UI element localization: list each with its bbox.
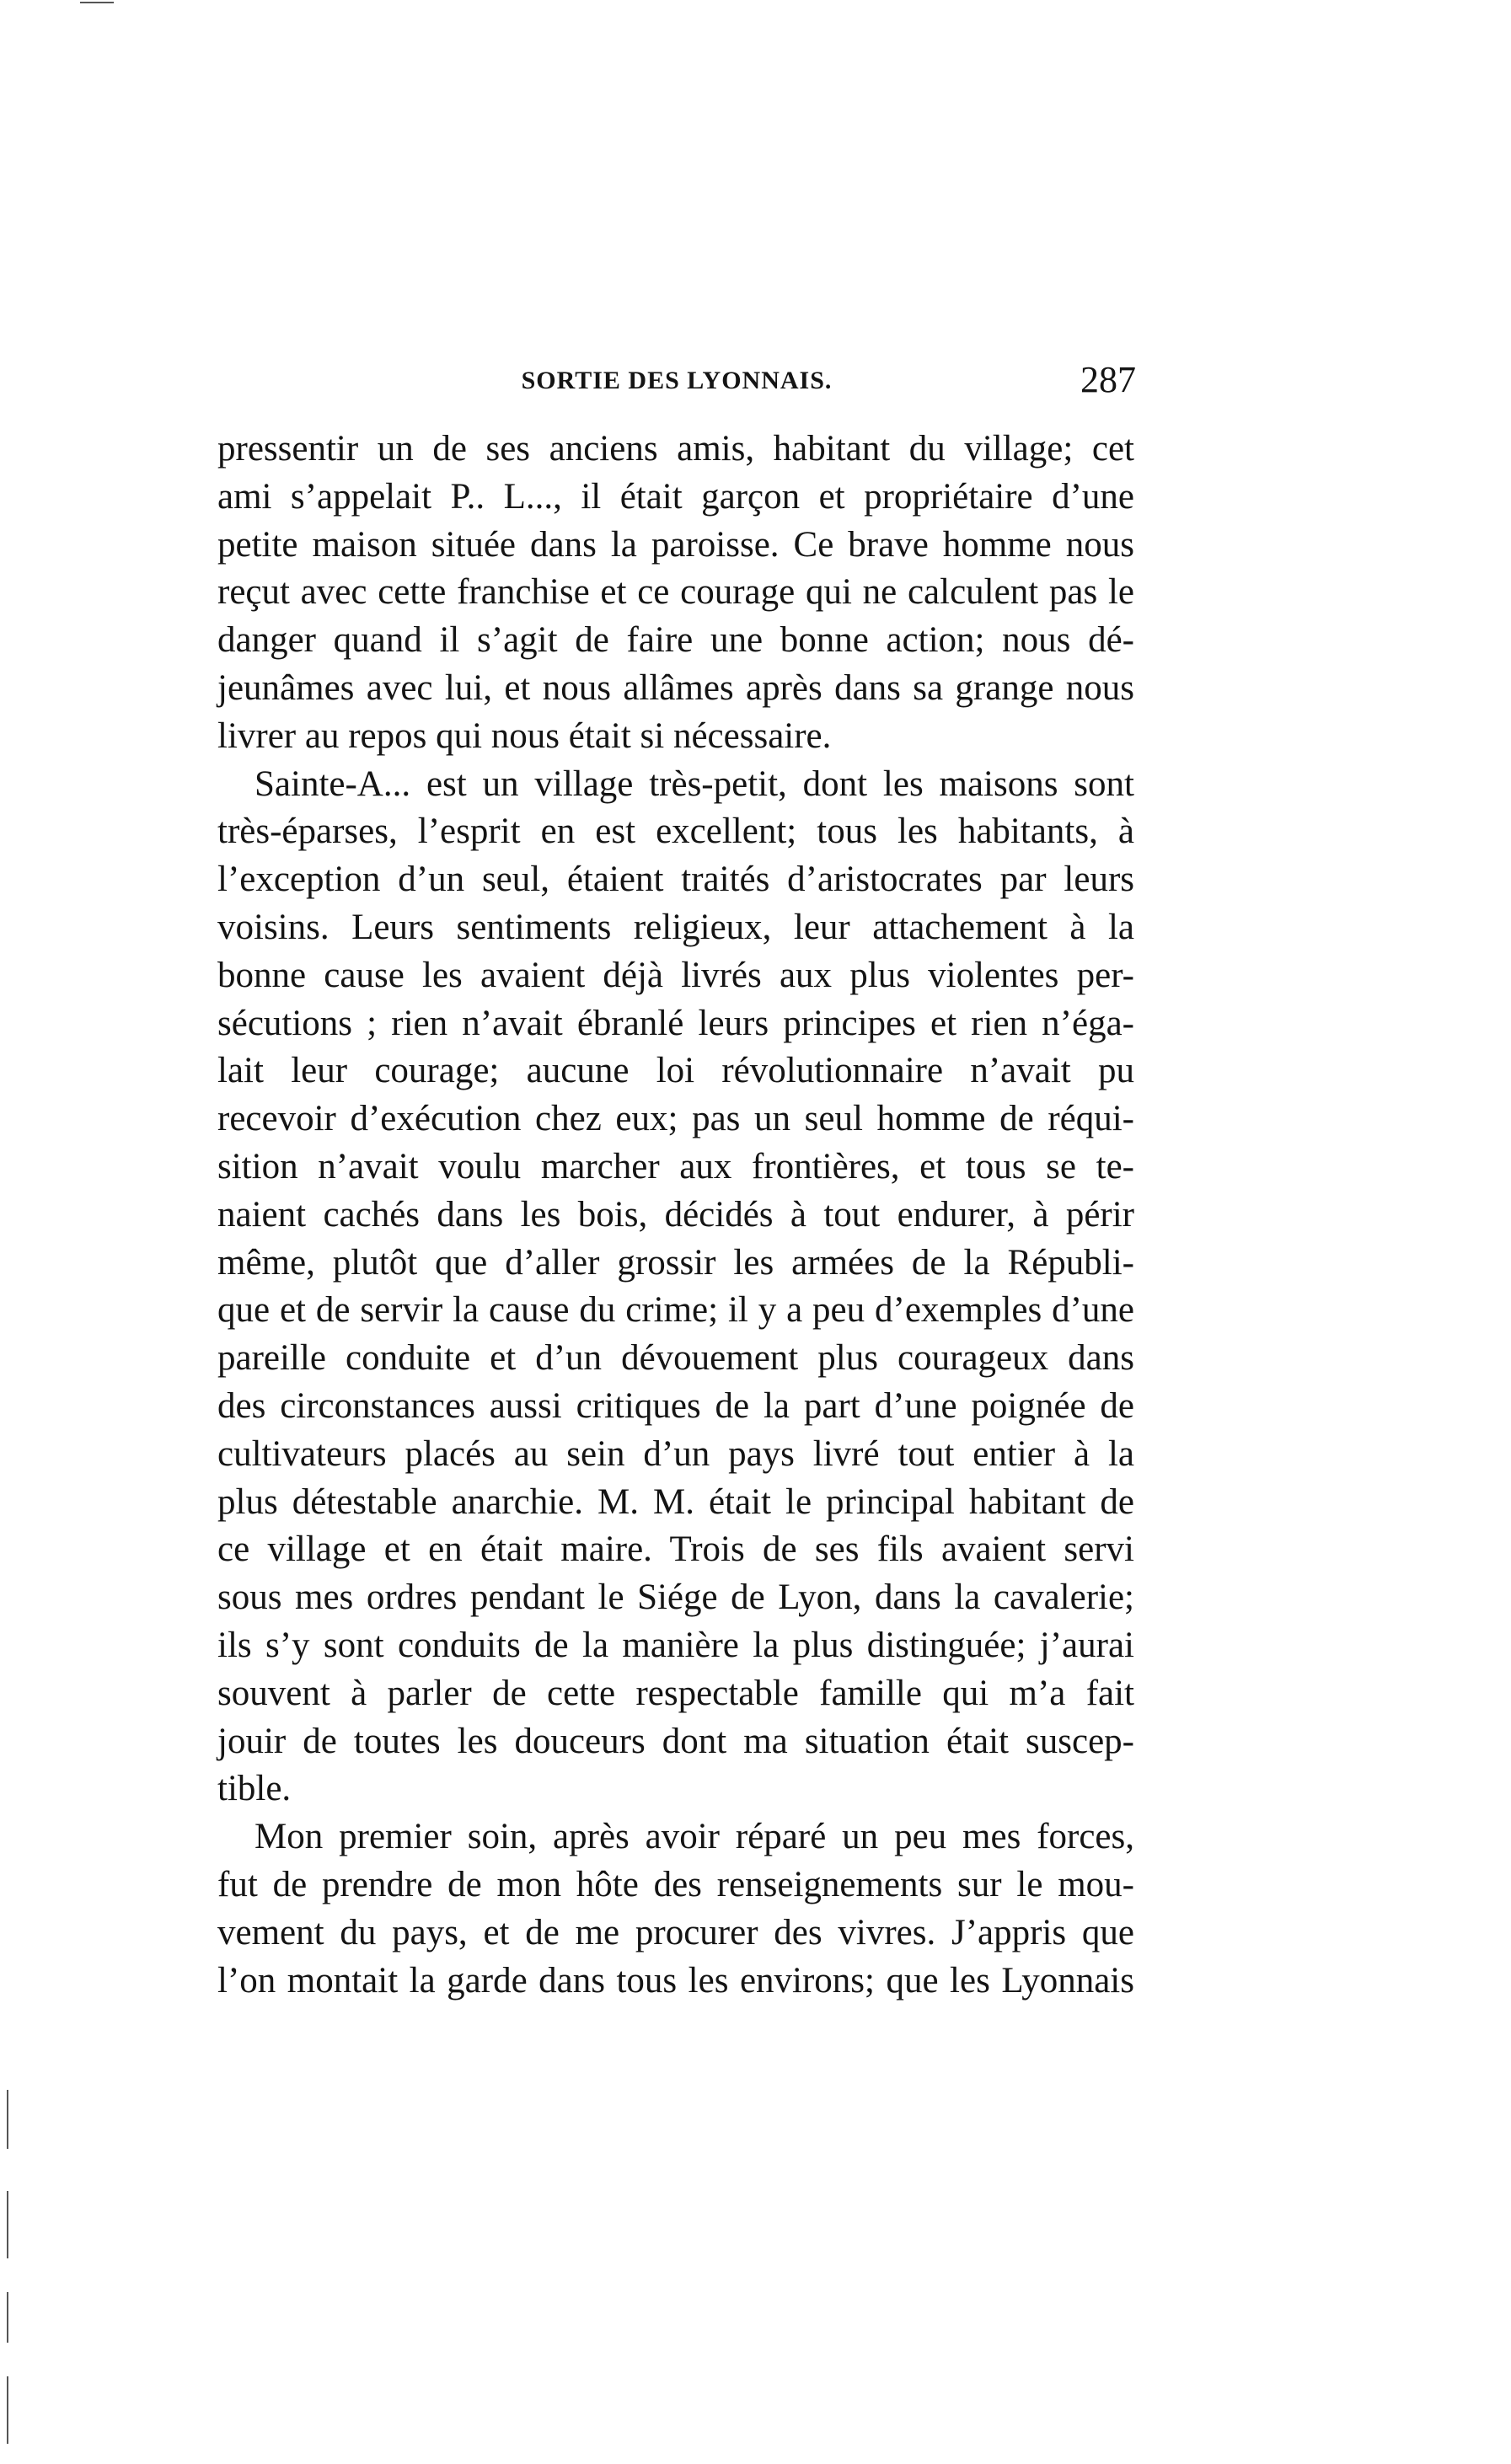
text-line: danger quand il s’agit de faire une bonne action; nous dé- <box>217 620 1134 661</box>
text-line: bonne cause les avaient déjà livrés aux plus violentes per- <box>217 955 1134 995</box>
page-number: 287 <box>1080 359 1136 400</box>
text-line: l’exception d’un seul, étaient traités d’aristocrates par leurs <box>217 860 1134 900</box>
text-line: ce village et en était maire. Trois de ses fils avaient servi <box>217 1529 1134 1570</box>
text-line: sition n’avait voulu marcher aux frontières, et tous se te- <box>217 1146 1134 1186</box>
text-line: Mon premier soin, après avoir réparé un peu mes forces, <box>255 1817 1134 1857</box>
text-line: sous mes ordres pendant le Siége de Lyon, dans la cavalerie; <box>217 1577 1134 1618</box>
text-line: sécutions ; rien n’avait ébranlé leurs principes et rien n’éga- <box>217 1003 1134 1043</box>
scan-artifact-left-edge <box>7 2376 8 2444</box>
scan-artifact-left-edge <box>7 2090 8 2149</box>
text-line: que et de servir la cause du crime; il y a peu d’exemples d’une <box>217 1290 1134 1331</box>
text-line: lait leur courage; aucune loi révolutionnaire n’avait pu <box>217 1051 1134 1091</box>
text-line: souvent à parler de cette respectable famille qui m’a fait <box>217 1673 1134 1713</box>
text-line: pressentir un de ses anciens amis, habitant du village; cet <box>217 429 1134 469</box>
running-title: SORTIE DES LYONNAIS. <box>521 367 833 394</box>
text-line: jeunâmes avec lui, et nous allâmes après dans sa grange nous <box>217 667 1134 708</box>
text-line: l’on montait la garde dans tous les environs; que les Lyonnais <box>217 1960 1134 2001</box>
text-line: petite maison située dans la paroisse. Ce brave homme nous <box>217 524 1134 565</box>
page-header <box>217 358 1136 409</box>
text-line: même, plutôt que d’aller grossir les armées de la Républi- <box>217 1242 1134 1283</box>
text-line: vement du pays, et de me procurer des vivres. J’appris que <box>217 1912 1134 1952</box>
text-line: jouir de toutes les douceurs dont ma situation était suscep- <box>217 1721 1134 1761</box>
text-line: ils s’y sont conduits de la manière la plus distinguée; j’aurai <box>217 1625 1134 1665</box>
text-line: tible. <box>217 1769 292 1809</box>
text-line: Sainte-A... est un village très-petit, dont les maisons sont <box>255 763 1134 804</box>
scan-artifact-top-left <box>80 2 114 3</box>
scan-artifact-left-edge <box>7 2292 8 2343</box>
text-line: recevoir d’exécution chez eux; pas un seul homme de réqui- <box>217 1099 1134 1139</box>
scan-artifact-left-edge <box>7 2191 8 2258</box>
text-line: des circonstances aussi critiques de la part d’une poignée de <box>217 1385 1134 1426</box>
body-text <box>217 426 1134 2005</box>
text-line: reçut avec cette franchise et ce courage qui ne calculent pas le <box>217 572 1134 613</box>
text-line: livrer au repos qui nous était si nécessaire. <box>217 715 832 756</box>
text-line: ami s’appelait P.. L..., il était garçon et propriétaire d’une <box>217 476 1134 517</box>
text-line: voisins. Leurs sentiments religieux, leur attachement à la <box>217 907 1134 947</box>
text-line: très-éparses, l’esprit en est excellent; tous les habitants, à <box>217 812 1134 852</box>
text-line: naient cachés dans les bois, décidés à tout endurer, à périr <box>217 1194 1134 1235</box>
text-line: plus détestable anarchie. M. M. était le principal habitant de <box>217 1481 1134 1522</box>
text-line: fut de prendre de mon hôte des renseignements sur le mou- <box>217 1864 1134 1904</box>
text-line: cultivateurs placés au sein d’un pays livré tout entier à la <box>217 1433 1134 1474</box>
text-line: pareille conduite et d’un dévouement plus courageux dans <box>217 1338 1134 1379</box>
